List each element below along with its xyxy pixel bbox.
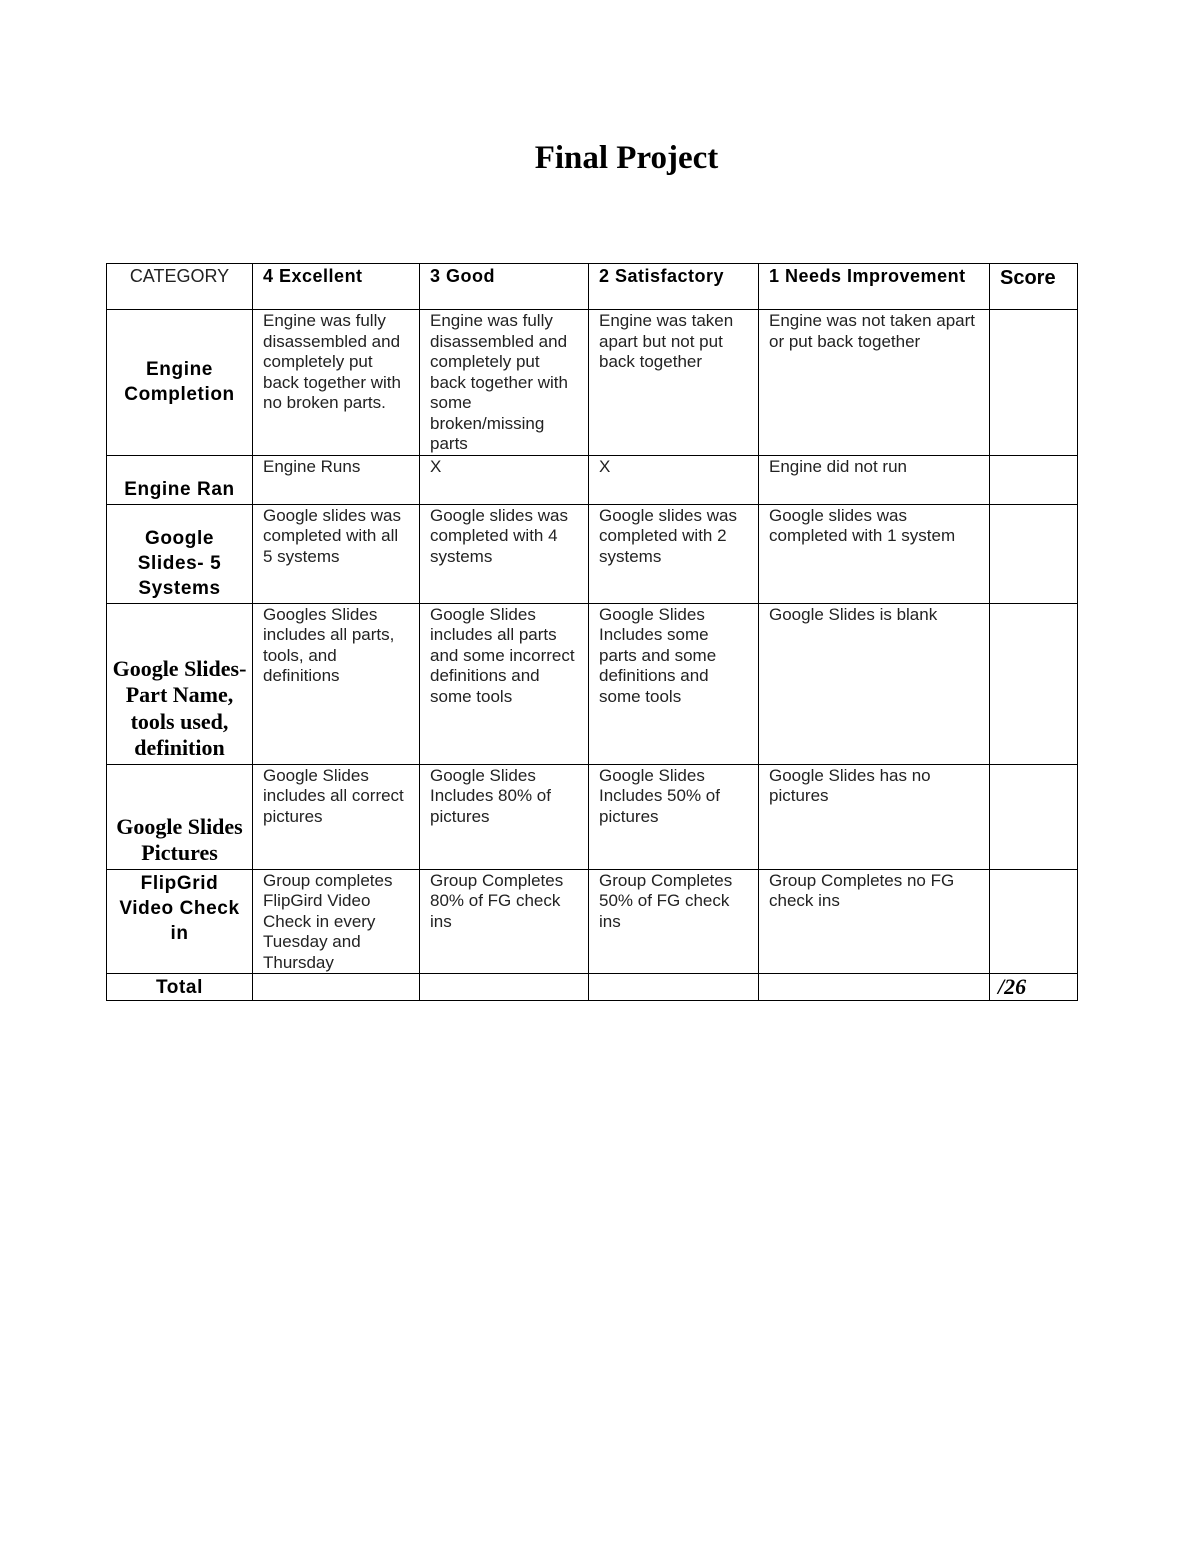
criteria-cell: Google Slides Includes some parts and some definitions and some tools [589, 603, 759, 764]
criteria-cell: Engine Runs [253, 455, 420, 504]
header-row [107, 264, 1078, 310]
category-cell: Google Slides Pictures [107, 764, 253, 869]
header-level-3: 3 Good [420, 264, 589, 310]
criteria-cell: Engine did not run [759, 455, 990, 504]
header-category: CATEGORY [107, 264, 253, 310]
empty-cell [253, 974, 420, 1001]
category-cell: FlipGrid Video Check in [107, 869, 253, 974]
criteria-cell: Engine was not taken apart or put back together [759, 310, 990, 456]
table-row [107, 869, 1078, 974]
total-label: Total [107, 974, 253, 1001]
criteria-cell: Engine was fully disassembled and completely put back together with no broken parts. [253, 310, 420, 456]
criteria-cell: X [589, 455, 759, 504]
criteria-cell: Google Slides is blank [759, 603, 990, 764]
header-score: Score [990, 264, 1078, 310]
criteria-cell: Google Slides includes all correct pictures [253, 764, 420, 869]
criteria-cell: Google slides was completed with 4 systems [420, 504, 589, 603]
rubric-table [106, 263, 1078, 1001]
header-level-4: 4 Excellent [253, 264, 420, 310]
criteria-cell: Group Completes 80% of FG check ins [420, 869, 589, 974]
category-cell: Engine Ran [107, 455, 253, 504]
header-level-2: 2 Satisfactory [589, 264, 759, 310]
score-cell [990, 869, 1078, 974]
total-score: /26 [990, 974, 1078, 1001]
score-cell [990, 603, 1078, 764]
criteria-cell: Google Slides Includes 80% of pictures [420, 764, 589, 869]
criteria-cell: Engine was taken apart but not put back together [589, 310, 759, 456]
score-cell [990, 764, 1078, 869]
criteria-cell: Group Completes no FG check ins [759, 869, 990, 974]
criteria-cell: Google slides was completed with all 5 systems [253, 504, 420, 603]
table-row [107, 455, 1078, 504]
category-cell: Google Slides- 5 Systems [107, 504, 253, 603]
empty-cell [420, 974, 589, 1001]
criteria-cell: Google Slides has no pictures [759, 764, 990, 869]
total-row [107, 974, 1078, 1001]
criteria-cell: Google slides was completed with 1 system [759, 504, 990, 603]
criteria-cell: Group completes FlipGird Video Check in every Tuesday and Thursday [253, 869, 420, 974]
table-row [107, 603, 1078, 764]
table-row [107, 764, 1078, 869]
score-cell [990, 504, 1078, 603]
criteria-cell: Google slides was completed with 2 systems [589, 504, 759, 603]
score-cell [990, 310, 1078, 456]
criteria-cell: Engine was fully disassembled and completely put back together with some broken/missing parts [420, 310, 589, 456]
criteria-cell: Group Completes 50% of FG check ins [589, 869, 759, 974]
table-row [107, 504, 1078, 603]
score-cell [990, 455, 1078, 504]
table-row [107, 310, 1078, 456]
criteria-cell: Googles Slides includes all parts, tools, and definitions [253, 603, 420, 764]
page-title: Final Project [534, 140, 719, 176]
header-level-1: 1 Needs Improvement [759, 264, 990, 310]
empty-cell [759, 974, 990, 1001]
criteria-cell: X [420, 455, 589, 504]
empty-cell [589, 974, 759, 1001]
category-cell: Google Slides-Part Name, tools used, definition [107, 603, 253, 764]
criteria-cell: Google Slides includes all parts and some incorrect definitions and some tools [420, 603, 589, 764]
category-cell: Engine Completion [107, 310, 253, 456]
criteria-cell: Google Slides Includes 50% of pictures [589, 764, 759, 869]
